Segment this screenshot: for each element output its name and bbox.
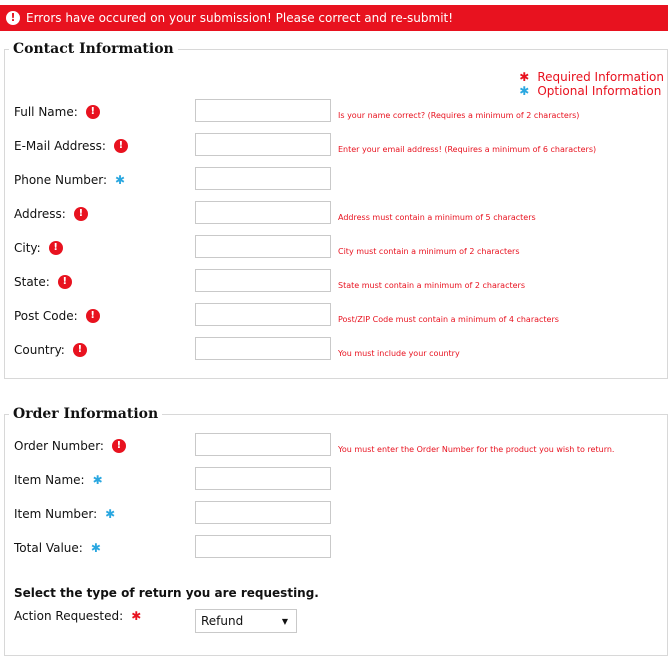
total-value-input[interactable] (195, 535, 331, 558)
state-input[interactable] (195, 269, 331, 292)
required-star-icon: ✱ (131, 609, 142, 623)
form-row-address (14, 207, 664, 229)
error-icon: ! (58, 275, 72, 289)
error-icon: ! (114, 139, 128, 153)
field-label-text: Phone Number: (14, 173, 108, 187)
error-message: Address must contain a minimum of 5 characters (338, 213, 536, 222)
city-input[interactable] (195, 235, 331, 258)
field-label (14, 473, 103, 487)
field-label (14, 207, 88, 221)
full-name-input[interactable] (195, 99, 331, 122)
field-label (14, 343, 87, 357)
error-icon: ! (74, 207, 88, 221)
chevron-down-icon: ▼ (281, 617, 288, 626)
error-message: Post/ZIP Code must contain a minimum of 4 characters (338, 315, 559, 324)
country-input[interactable] (195, 337, 331, 360)
field-label-text: State: (14, 275, 50, 289)
error-message: You must enter the Order Number for the product you wish to return. (338, 445, 615, 454)
form-row-city (14, 241, 664, 263)
error-banner-text: Errors have occured on your submission! Please correct and re-submit! (26, 11, 454, 25)
field-label-text: Total Value: (14, 541, 83, 555)
field-label-text: Full Name: (14, 105, 78, 119)
item-name-input[interactable] (195, 467, 331, 490)
field-label-text: Order Number: (14, 439, 104, 453)
error-message: Enter your email address! (Requires a minimum of 6 characters) (338, 145, 597, 154)
error-message: Is your name correct? (Requires a minimum of 2 characters) (338, 111, 580, 120)
field-label-text: City: (14, 241, 41, 255)
field-label-text: Action Requested: (14, 609, 124, 623)
action-requested-select[interactable] (195, 609, 297, 633)
error-message: State must contain a minimum of 2 characters (338, 281, 525, 290)
error-banner (0, 5, 668, 31)
error-message: City must contain a minimum of 2 characters (338, 247, 520, 256)
form-row-country (14, 343, 664, 365)
form-row-post-code (14, 309, 664, 331)
field-label (14, 507, 115, 521)
form-row-item-number (14, 507, 664, 529)
form-row-full-name (14, 105, 664, 127)
optional-star-icon: ✱ (519, 84, 530, 98)
field-label (14, 609, 141, 623)
form-row-action-requested (14, 609, 664, 631)
action-requested-value: Refund (201, 614, 244, 628)
error-icon: ! (86, 309, 100, 323)
field-label (14, 275, 72, 289)
error-icon: ! (86, 105, 100, 119)
field-label-text: Address: (14, 207, 66, 221)
error-icon: ! (112, 439, 126, 453)
form-row-total-value (14, 541, 664, 563)
exclamation-icon: ! (6, 11, 20, 25)
optional-star-icon: ✱ (90, 541, 101, 555)
field-label (14, 309, 100, 323)
phone-number-input[interactable] (195, 167, 331, 190)
field-label-text: Country: (14, 343, 65, 357)
error-message: You must include your country (338, 349, 460, 358)
optional-info-text: Optional Information (537, 84, 662, 98)
address-input[interactable] (195, 201, 331, 224)
field-label (14, 241, 63, 255)
contact-information-legend: Contact Information (13, 41, 174, 57)
post-code-input[interactable] (195, 303, 331, 326)
optional-star-icon: ✱ (92, 473, 103, 487)
required-star-icon: ✱ (519, 70, 530, 84)
order-number-input[interactable] (195, 433, 331, 456)
field-key-legend (519, 70, 664, 98)
field-label (14, 105, 100, 119)
error-icon: ! (49, 241, 63, 255)
item-number-input[interactable] (195, 501, 331, 524)
error-icon: ! (73, 343, 87, 357)
form-row-item-name (14, 473, 664, 495)
form-row-phone (14, 173, 664, 195)
form-row-state (14, 275, 664, 297)
field-label-text: E-Mail Address: (14, 139, 106, 153)
field-label (14, 541, 101, 555)
return-type-prompt: Select the type of return you are requesting. (14, 586, 319, 600)
field-label (14, 139, 128, 153)
form-row-order-number (14, 439, 664, 461)
email-input[interactable] (195, 133, 331, 156)
optional-star-icon: ✱ (105, 507, 116, 521)
required-info-text: Required Information (537, 70, 664, 84)
field-label-text: Item Number: (14, 507, 98, 521)
form-row-email (14, 139, 664, 161)
optional-star-icon: ✱ (115, 173, 126, 187)
field-label-text: Item Name: (14, 473, 85, 487)
field-label (14, 173, 125, 187)
field-label (14, 439, 126, 453)
field-label-text: Post Code: (14, 309, 78, 323)
order-information-legend: Order Information (13, 406, 159, 422)
